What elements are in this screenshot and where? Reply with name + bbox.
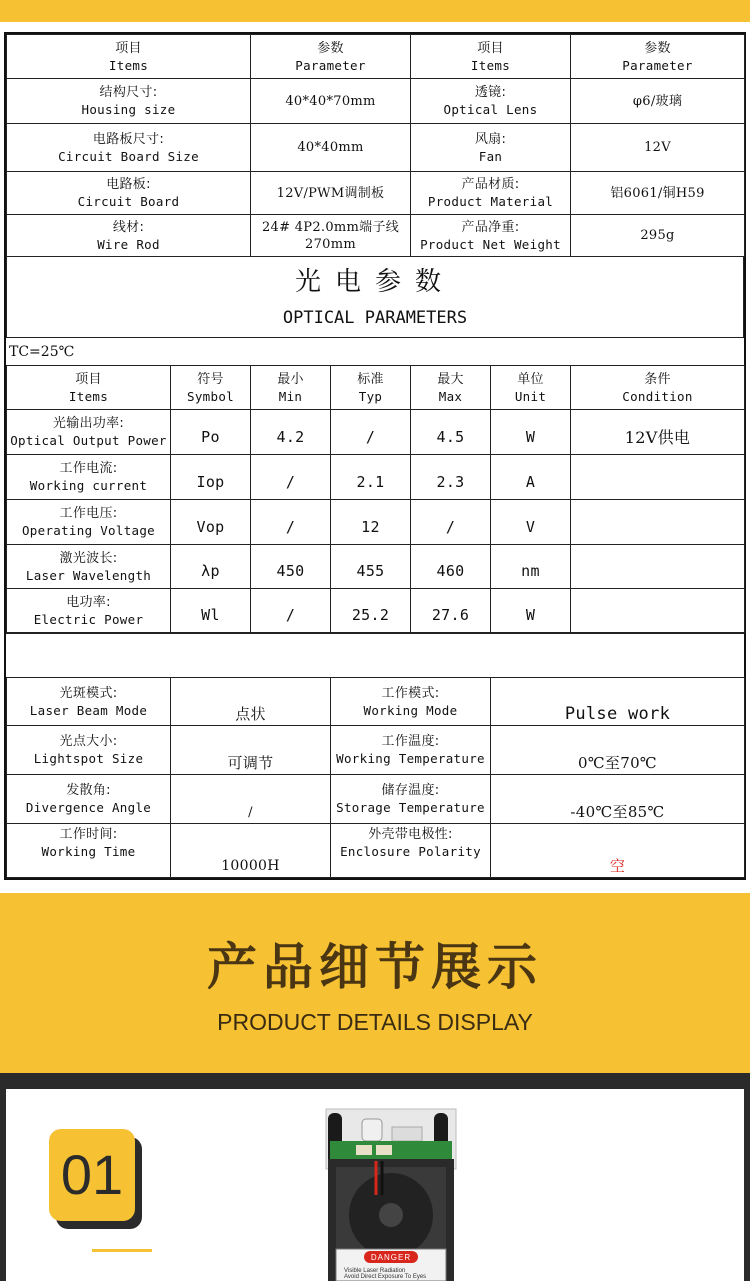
spec-header-row xyxy=(7,35,745,79)
label-zh: 发散角: xyxy=(66,783,111,798)
spec-label-cell xyxy=(411,172,571,215)
symbol-cell: Po xyxy=(171,410,251,455)
mode-value-cell: 10000H xyxy=(171,824,331,878)
header-en: Items xyxy=(68,388,109,404)
spec-label-cell xyxy=(411,79,571,124)
label-en: Storage Temperature xyxy=(336,800,485,815)
table-row xyxy=(7,124,745,172)
min-cell: / xyxy=(251,500,331,545)
label-zh: 透镜: xyxy=(474,85,507,100)
label-zh: 结构尺寸: xyxy=(99,85,158,100)
label-en: Lightspot Size xyxy=(33,751,144,766)
spec-value-cell: 12V/PWM调制板 xyxy=(251,172,411,215)
min-cell: / xyxy=(251,589,331,633)
table-row xyxy=(7,500,745,545)
details-title-zh: 产品细节展示 xyxy=(207,938,543,996)
unit-cell: A xyxy=(491,455,571,500)
header-zh: 项目 xyxy=(477,40,504,56)
condition-cell: 12V供电 xyxy=(571,410,745,455)
table-row xyxy=(7,455,745,500)
header-en: Symbol xyxy=(187,388,234,404)
table-row xyxy=(7,589,745,633)
header-zh: 最大 xyxy=(437,371,464,387)
label-en: Optical Output Power xyxy=(10,433,167,448)
spec-label-cell xyxy=(7,79,251,124)
product-photo-panel xyxy=(6,1089,744,1281)
optical-header-cell xyxy=(251,366,331,410)
warning-line-1: Visible Laser Radiation xyxy=(344,1268,406,1274)
modes-table xyxy=(6,677,745,878)
label-en: Product Material xyxy=(427,194,554,209)
min-cell: / xyxy=(251,455,331,500)
label-zh: 线材: xyxy=(112,219,145,235)
header-zh: 符号 xyxy=(197,371,224,387)
typ-cell: 455 xyxy=(331,545,411,589)
spec-value-cell: φ6/玻璃 xyxy=(571,79,745,124)
label-zh: 风扇: xyxy=(474,131,507,147)
unit-cell: W xyxy=(491,410,571,455)
mode-label-cell xyxy=(7,775,171,824)
mode-label-cell xyxy=(7,824,171,878)
spec-header-cell xyxy=(7,35,251,79)
header-zh: 项目 xyxy=(115,40,142,56)
header-zh: 参数 xyxy=(644,40,671,56)
symbol-cell: λp xyxy=(171,545,251,589)
badge-underline xyxy=(92,1249,152,1252)
mode-value-cell: 空 xyxy=(491,824,745,878)
header-en: Items xyxy=(108,57,149,73)
optical-header-row xyxy=(7,366,745,410)
max-cell: 4.5 xyxy=(411,410,491,455)
header-en: Parameter xyxy=(622,57,693,73)
top-accent-band xyxy=(0,0,750,22)
spec-value-cell: 铝6061/铜H59 xyxy=(571,172,745,215)
mode-label-cell xyxy=(7,678,171,726)
product-photo-frame xyxy=(0,1073,750,1281)
mode-label-cell xyxy=(331,775,491,824)
optical-header-cell xyxy=(7,366,171,410)
label-zh: 储存温度: xyxy=(381,783,440,798)
label-en: Circuit Board Size xyxy=(58,148,199,164)
label-zh: 光斑模式: xyxy=(59,685,118,701)
label-zh: 外壳带电极性: xyxy=(368,827,453,842)
spec-label-cell xyxy=(7,124,251,172)
table-row xyxy=(7,678,745,726)
header-en: Parameter xyxy=(295,57,366,73)
symbol-cell: Wl xyxy=(171,589,251,633)
header-zh: 标准 xyxy=(357,371,384,387)
spec-value-cell: 24# 4P2.0mm端子线 270mm xyxy=(251,215,411,257)
label-en: Working Time xyxy=(41,844,136,859)
warning-line-2: Avoid Direct Exposure To Eyes xyxy=(344,1274,427,1280)
condition-cell xyxy=(571,500,745,545)
header-en: Typ xyxy=(358,388,383,404)
optical-label-cell xyxy=(7,455,171,500)
label-zh: 工作温度: xyxy=(381,734,440,749)
typ-cell: / xyxy=(331,410,411,455)
typ-cell: 25.2 xyxy=(331,589,411,633)
mode-label-cell xyxy=(331,824,491,878)
label-zh: 工作电压: xyxy=(59,506,118,521)
label-zh: 电路板尺寸: xyxy=(92,131,165,147)
label-en: Working Temperature xyxy=(336,751,485,766)
details-heading-band xyxy=(0,893,750,1073)
header-zh: 最小 xyxy=(277,371,304,387)
min-cell: 4.2 xyxy=(251,410,331,455)
mode-value-cell: -40℃至85℃ xyxy=(491,775,745,824)
label-en: Laser Wavelength xyxy=(25,567,152,583)
table-row xyxy=(7,775,745,824)
danger-label: DANGER xyxy=(370,1253,412,1262)
spec-value-cell: 12V xyxy=(571,124,745,172)
label-zh: 工作电流: xyxy=(59,461,118,476)
label-en: Working Mode xyxy=(363,702,458,718)
max-cell: 460 xyxy=(411,545,491,589)
header-en: Min xyxy=(278,388,303,404)
header-zh: 条件 xyxy=(644,371,671,387)
mode-value-cell: / xyxy=(171,775,331,824)
table-row xyxy=(7,545,745,589)
label-zh: 产品材质: xyxy=(461,177,520,192)
spec-label-cell xyxy=(411,124,571,172)
spec-sheet xyxy=(4,32,746,880)
table-row xyxy=(7,79,745,124)
header-en: Max xyxy=(438,388,463,404)
header-zh: 参数 xyxy=(317,40,344,56)
optical-table xyxy=(6,365,745,633)
spec-label-cell xyxy=(411,215,571,257)
spec-label-cell xyxy=(7,172,251,215)
unit-cell: nm xyxy=(491,545,571,589)
optical-label-cell xyxy=(7,500,171,545)
spec-table xyxy=(6,34,745,257)
spacer-row xyxy=(6,633,744,677)
mode-value-cell: 点状 xyxy=(171,678,331,726)
max-cell: / xyxy=(411,500,491,545)
optical-header-cell xyxy=(171,366,251,410)
spec-value-cell: 40*40*70mm xyxy=(251,79,411,124)
optical-title-block xyxy=(6,257,744,337)
label-en: Product Net Weight xyxy=(420,236,561,252)
symbol-cell: Vop xyxy=(171,500,251,545)
table-row xyxy=(7,410,745,455)
condition-cell xyxy=(571,455,745,500)
label-en: Enclosure Polarity xyxy=(340,844,481,859)
label-zh: 光输出功率: xyxy=(52,416,125,431)
max-cell: 27.6 xyxy=(411,589,491,633)
typ-cell: 2.1 xyxy=(331,455,411,500)
spec-header-cell xyxy=(411,35,571,79)
optical-label-cell xyxy=(7,410,171,455)
label-zh: 激光波长: xyxy=(59,550,118,566)
header-zh: 单位 xyxy=(517,371,544,387)
label-en: Optical Lens xyxy=(443,102,538,117)
optical-title-zh: 光电参数 xyxy=(294,267,455,297)
label-zh: 电功率: xyxy=(66,594,111,610)
header-en: Items xyxy=(470,57,511,73)
max-cell: 2.3 xyxy=(411,455,491,500)
unit-cell: V xyxy=(491,500,571,545)
table-row xyxy=(7,726,745,775)
mode-label-cell xyxy=(7,726,171,775)
typ-cell: 12 xyxy=(331,500,411,545)
header-zh: 项目 xyxy=(75,371,102,387)
label-en: Circuit Board xyxy=(77,194,180,209)
table-row xyxy=(7,824,745,878)
mode-value-cell: 0℃至70℃ xyxy=(491,726,745,775)
mode-value-cell: 可调节 xyxy=(171,726,331,775)
header-en: Condition xyxy=(622,388,693,404)
label-zh: 电路板: xyxy=(106,177,151,192)
symbol-cell: Iop xyxy=(171,455,251,500)
table-row xyxy=(7,215,745,257)
mode-label-cell xyxy=(331,726,491,775)
optical-label-cell xyxy=(7,545,171,589)
label-en: Divergence Angle xyxy=(25,800,152,815)
optical-title-en: OPTICAL PARAMETERS xyxy=(282,308,468,328)
mode-label-cell xyxy=(331,678,491,726)
spec-header-cell xyxy=(571,35,745,79)
label-en: Wire Rod xyxy=(97,236,160,252)
number-badge: 01 xyxy=(49,1129,135,1221)
unit-cell: W xyxy=(491,589,571,633)
label-zh: 工作模式: xyxy=(381,685,440,701)
label-en: Operating Voltage xyxy=(21,523,156,538)
label-en: Laser Beam Mode xyxy=(29,702,148,718)
optical-label-cell xyxy=(7,589,171,633)
label-en: Fan xyxy=(478,148,503,164)
spec-value-cell: 40*40mm xyxy=(251,124,411,172)
condition-cell xyxy=(571,589,745,633)
condition-cell xyxy=(571,545,745,589)
table-row xyxy=(7,172,745,215)
label-zh: 光点大小: xyxy=(59,734,118,749)
label-zh: 工作时间: xyxy=(59,827,118,842)
label-en: Electric Power xyxy=(33,611,144,627)
details-title-en: PRODUCT DETAILS DISPLAY xyxy=(217,1009,533,1035)
temperature-condition: TC=25℃ xyxy=(6,337,744,365)
spec-label-cell xyxy=(7,215,251,257)
label-en: Housing size xyxy=(81,102,176,117)
header-en: Unit xyxy=(514,388,547,404)
mode-value-cell: Pulse work xyxy=(491,678,745,726)
optical-header-cell xyxy=(571,366,745,410)
optical-header-cell xyxy=(411,366,491,410)
label-zh: 产品净重: xyxy=(461,219,520,235)
label-en: Working current xyxy=(29,478,148,493)
optical-header-cell xyxy=(331,366,411,410)
optical-header-cell xyxy=(491,366,571,410)
spec-value-cell: 295g xyxy=(571,215,745,257)
spec-header-cell xyxy=(251,35,411,79)
min-cell: 450 xyxy=(251,545,331,589)
